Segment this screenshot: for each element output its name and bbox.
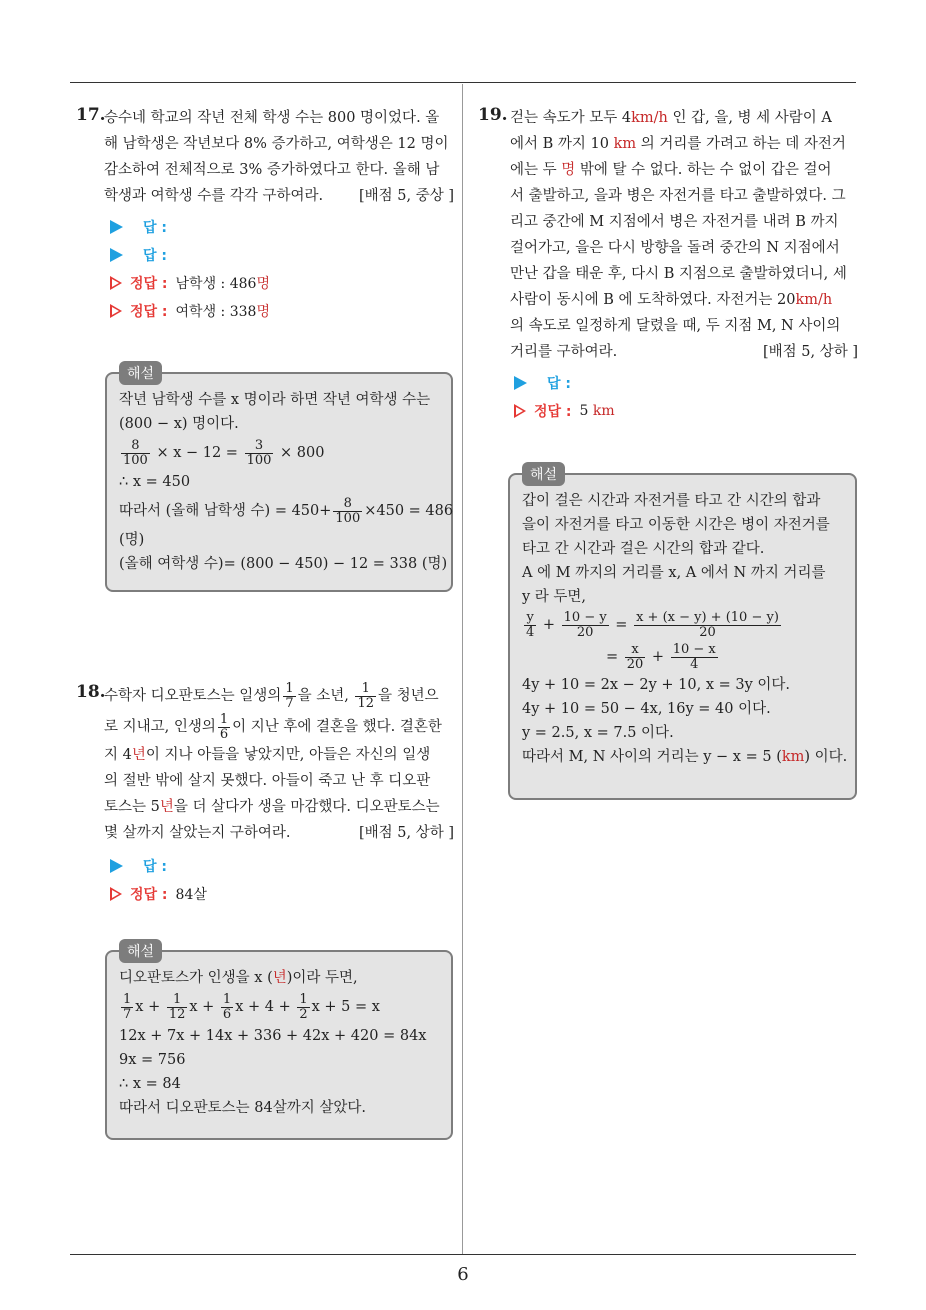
answer-row[interactable]: 답 : xyxy=(514,369,860,397)
column-divider xyxy=(462,84,463,1254)
triangle-outline-icon xyxy=(514,404,526,418)
answer-row[interactable]: 답 : xyxy=(110,213,456,241)
solution-row: 정답 : 5 km xyxy=(514,397,860,425)
question-number: 18. xyxy=(76,682,106,702)
play-icon xyxy=(110,248,123,262)
solution-row: 정답 : 남학생 : 486 명 xyxy=(110,269,456,297)
triangle-outline-icon xyxy=(110,276,122,290)
solution-row: 정답 : 여학생 : 338 명 xyxy=(110,297,456,325)
top-rule xyxy=(70,82,856,83)
explanation-tag: 해설 xyxy=(119,939,162,963)
score-label: [배점 5, 상하 ] xyxy=(358,825,454,841)
explanation-tag: 해설 xyxy=(522,462,565,486)
question-text: 수학자 디오판토스는 일생의 $\frac{1}{7}$ 을 소년, $\frac{1}{12}$ 을 청년으 로 지내고, 인생의 $\frac{1}{6}$ 이 지난 후에 결혼을 했다. 결혼한 지 4년이 지나 아들을 낳았지만, 아들은 자신의 일생 의 절반 밖에 살지 못했다. 아들이 죽고 난 후 디오판 토스는 5년을 더 살다가 생을 마감했다. 디오판토스는 몇 살까지 살았는지 구하여라. [배점 5, 상하 ] xyxy=(104,680,454,846)
question-19 xyxy=(478,105,860,425)
question-number: 19. xyxy=(478,105,508,125)
answer-row[interactable]: 답 : xyxy=(110,241,456,269)
score-label: [배점 5, 상하 ] xyxy=(762,344,858,360)
explanation-box-17: 해설 작년 남학생 수를 x 명이라 하면 작년 여학생 수는 (800 − x) 명이다. $\frac{8}{100}$ × x − 12 = $\frac{3}{100}$ × 800 ∴ x = 450 따라서 (올해 남학생 수) = 450+ $\frac{8}{100}$ ×450 = 486 (명) (올해 여학생 수)= (800 − 450) − 12 = 338 (명) xyxy=(105,372,453,592)
question-17 xyxy=(76,105,456,325)
bottom-rule xyxy=(70,1254,856,1255)
play-icon xyxy=(514,376,527,390)
question-text: 걷는 속도가 모두 4km/h 인 갑, 을, 병 세 사람이 A 에서 B 까지 10 km 의 거리를 가려고 하는 데 자전거 에는 두 명 밖에 탈 수 없다. 하는 수 없이 갑은 걸어 서 출발하고, 을과 병은 자전거를 타고 출발하였다. 그 리고 중간에 M 지점에서 병은 자전거를 내려 B 까지 걸어가고, 을은 다시 방향을 돌려 중간의 N 지점에서 만난 갑을 태운 후, 다시 B 지점으로 출발하였더니, 세 사람이 동시에 B 에 도착하였다. 자전거는 20km/h 의 속도로 일정하게 달렸을 때, 두 지점 M, N 사이의 거리를 구하여라. [배점 5, 상하 ] xyxy=(510,105,858,365)
triangle-outline-icon xyxy=(110,304,122,318)
question-number: 17. xyxy=(76,105,106,125)
explanation-tag: 해설 xyxy=(119,361,162,385)
triangle-outline-icon xyxy=(110,887,122,901)
question-18 xyxy=(76,680,456,908)
score-label: [배점 5, 중상 ] xyxy=(358,188,454,204)
page-number: 6 xyxy=(457,1264,469,1285)
question-text: 승수네 학교의 작년 전체 학생 수는 800 명이었다. 올 해 남학생은 작년보다 8% 증가하고, 여학생은 12 명이 감소하여 전체적으로 3% 증가하였다고 한다. 올해 남 학생과 여학생 수를 각각 구하여라. [배점 5, 중상 ] xyxy=(104,105,454,209)
explanation-box-18: 해설 디오판토스가 인생을 x (년)이라 두면, $\frac{1}{7}$ x + $\frac{1}{12}$ x + $\frac{1}{6}$ x + 4 + $\frac{1}{2}$ x + 5 = x 12x + 7x + 14x + 336 + 42x + 420 = 84x 9x = 756 ∴ x = 84 따라서 디오판토스는 84살까지 살았다. xyxy=(105,950,453,1140)
play-icon xyxy=(110,220,123,234)
answer-row[interactable]: 답 : xyxy=(110,852,456,880)
solution-row: 정답 : 84살 xyxy=(110,880,456,908)
explanation-box-19: 해설 갑이 걸은 시간과 자전거를 타고 간 시간의 합과 을이 자전거를 타고 이동한 시간은 병이 자전거를 타고 간 시간과 걸은 시간의 합과 같다. A 에 M 까지의 거리를 x, A 에서 N 까지 거리를 y 라 두면, $\frac{y}{4}$ + $\frac{10 - y}{20}$ = $\frac{x + (x - y) + (10 - y)}{20}$ = $\frac{x}{20}$ + $\frac{10 - x}{4}$ 4y + 10 = 2x − 2y + 10, x = 3y 이다. 4y + 10 = 50 − 4x, 16y = 40 이다. y = 2.5, x = 7.5 이다. 따라서 M, N 사이의 거리는 y − x = 5 (km) 이다. xyxy=(508,473,857,800)
play-icon xyxy=(110,859,123,873)
